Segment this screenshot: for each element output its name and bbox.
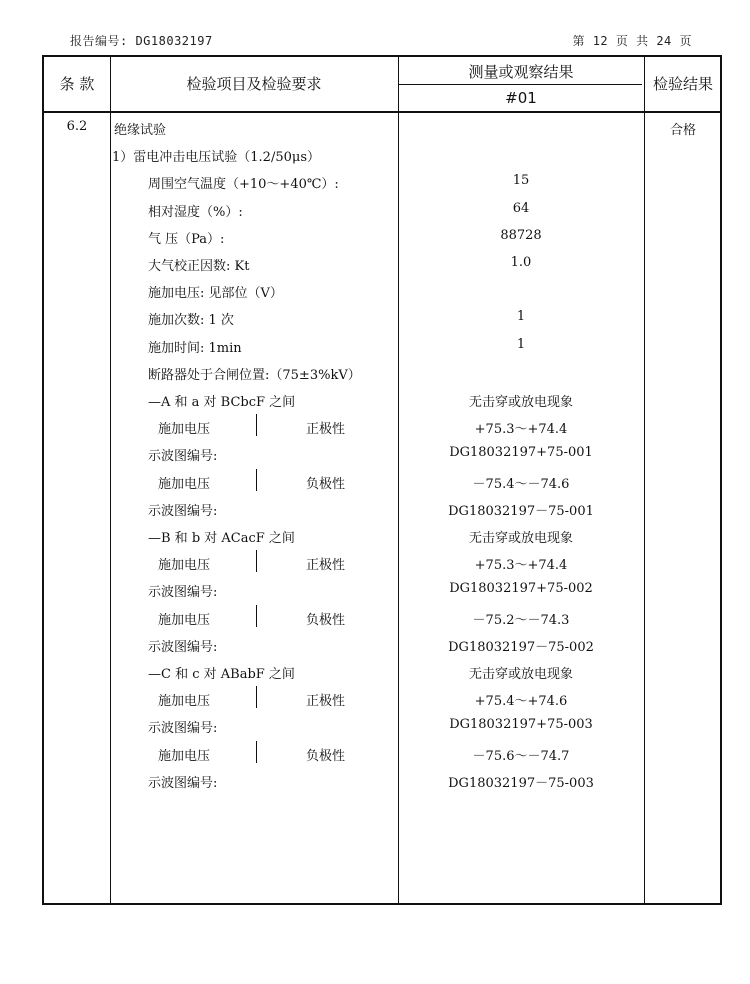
row-label: 气 压（Pa）: [148,231,225,247]
row-label: 相对湿度（%）: [148,204,243,220]
row-label: 施加电压 [158,558,211,574]
row-label: 绝缘试验 [114,123,167,138]
row-label: 示波图编号: [148,585,218,601]
polarity-label: 正极性 [306,694,346,710]
row-label: 断路器处于合闸位置:（75±3%kV） [148,367,361,383]
measurement-value: DG18032197－75-002 [448,639,594,655]
row-label: —C 和 c 对 ABabF 之间 [148,667,295,682]
row-label: 施加电压 [158,476,211,492]
row-label: 施加电压 [158,748,211,764]
column-divider [110,57,111,903]
polarity-label: 正极性 [306,422,346,438]
row-label: 1）雷电冲击电压试验（1.2/50μs） [112,150,320,166]
row-label: —B 和 b 对 ACacF 之间 [148,531,295,546]
header-bottom-border [44,111,720,113]
column-divider [644,57,645,903]
measurement-value: DG18032197－75-003 [448,775,594,791]
polarity-separator [256,741,257,763]
row-label: 施加电压 [158,612,211,628]
row-label: 示波图编号: [148,775,218,791]
row-label: 施加电压: 见部位（V） [148,286,283,302]
row-label: 大气校正因数: Kt [148,259,250,274]
polarity-separator [256,469,257,491]
measurement-value: 无击穿或放电现象 [468,395,574,410]
page-number: 第 12 页 共 24 页 [572,34,692,48]
row-label: 示波图编号: [148,503,218,519]
measurement-value: DG18032197+75-001 [449,445,593,461]
measure-header: 测量或观察结果 [468,63,574,81]
row-label: 施加次数: 1 次 [148,313,234,329]
polarity-label: 负极性 [306,476,346,492]
sample-header: #01 [505,89,537,107]
measurement-value: +75.3～+74.4 [474,422,568,438]
row-label: 施加电压 [158,694,211,710]
clause-number: 6.2 [66,119,88,134]
measurement-value: 无击穿或放电现象 [468,667,574,682]
report-number: 报告编号: DG18032197 [70,34,213,48]
measurement-value: +75.3～+74.4 [474,558,568,574]
clause-header: 条 款 [59,75,95,93]
items-header: 检验项目及检验要求 [186,75,322,93]
row-label: —A 和 a 对 BCbcF 之间 [148,395,296,410]
measurement-value: 无击穿或放电现象 [468,531,574,546]
test-report-table [42,55,722,905]
measurement-value: DG18032197+75-003 [449,717,593,733]
measurement-value: 1 [516,309,526,325]
measurement-value: +75.4～+74.6 [474,694,568,710]
measurement-value: DG18032197+75-002 [449,581,593,597]
row-label: 周围空气温度（+10～+40℃）: [148,177,339,193]
polarity-label: 负极性 [306,612,346,628]
row-label: 施加时间: 1min [148,340,242,356]
polarity-separator [256,550,257,572]
row-label: 示波图编号: [148,449,218,465]
result-header: 检验结果 [652,75,713,93]
polarity-separator [256,686,257,708]
measurement-value: 1.0 [510,255,532,270]
measurement-value: 1 [516,336,526,352]
measurement-value: －75.4～－74.6 [472,476,570,492]
measurement-value: 64 [512,200,530,216]
row-label: 施加电压 [158,422,211,438]
column-divider [398,57,399,903]
polarity-label: 正极性 [306,558,346,574]
row-label: 示波图编号: [148,639,218,655]
measurement-value: 88728 [500,227,542,243]
polarity-separator [256,605,257,627]
row-label: 示波图编号: [148,721,218,737]
polarity-separator [256,414,257,436]
header-subdivider [398,84,642,85]
measurement-value: 15 [512,173,530,189]
measurement-value: －75.6～－74.7 [472,748,570,764]
polarity-label: 负极性 [306,748,346,764]
measurement-value: DG18032197－75-001 [448,503,594,519]
measurement-value: －75.2～－74.3 [472,612,570,628]
verdict: 合格 [669,123,696,138]
